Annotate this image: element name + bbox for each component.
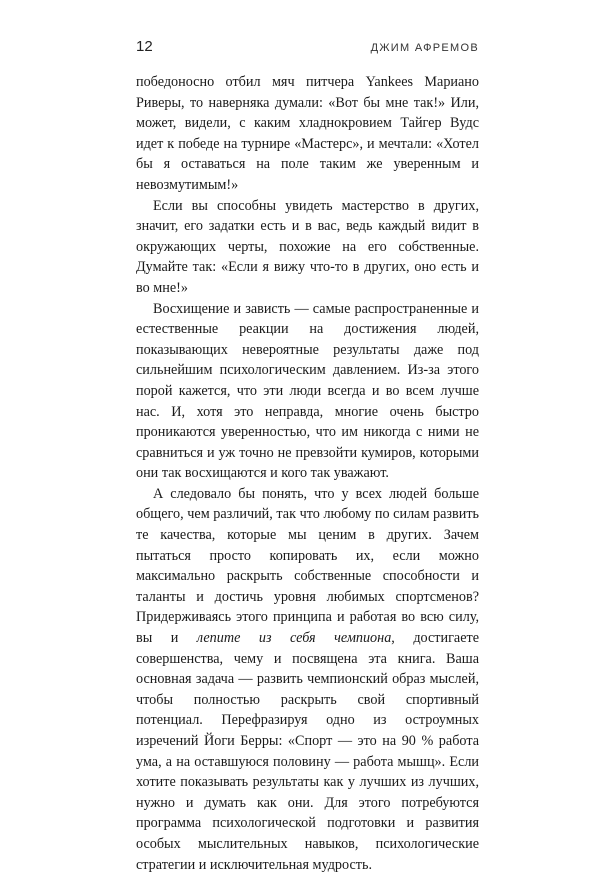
running-head-author: ДЖИМ АФРЕМОВ [370, 42, 479, 54]
paragraph-2: Если вы способны увидеть мастерство в других, значит, его задатки есть и в вас, ведь каждый видит в окружающих черты, похожие на его собственные. Думайте так: «Если я вижу что-то в других, оно есть и во мне!» [136, 197, 479, 296]
page-header [136, 38, 479, 58]
page-number: 12 [136, 38, 153, 55]
paragraph-4-emphasis: лепите из себя чемпиона [196, 630, 392, 647]
paragraph-3: Восхищение и зависть — самые распространенные и естественные реакции на достижения людей, показывающих невероятные результаты даже под сильнейшим психологическим давлением. Из-за этого порой кажется, что эти люди всегда и во всем лучше нас. И, хотя это неправда, многие очень быстро проникаются уверенностью, что им никогда с ними не сравниться и уж точно не превзойти кумиров, которыми они так восхищаются и кого так уважают. [136, 300, 479, 482]
paragraph-1: победоносно отбил мяч питчера Yankees Мариано Риверы, то наверняка думали: «Вот бы мне так!» Или, может, видели, с каким хладнокровием Тайгер Вудс идет к победе на турнире «Мастерс», и мечтали: «Хотел бы я оставаться на поле таким же уверенным и невозмутимым!» [136, 74, 479, 193]
body-text [136, 72, 479, 875]
paragraph-4-text-b: , достигаете совершенства, чему и посвящена эта книга. Ваша основная задача — развить чемпионский образ мыслей, чтобы полностью раскрыть свой спортивный потенциал. Перефразируя одно из остроумных изречений Йоги Берры: «Спорт — это на 90 % работа ума, а на оставшуюся половину — работа мышц». Если хотите показывать результаты как у лучших из лучших, нужно и думать как они. Для этого потребуются программа психологической подготовки и развития особых мыслительных навыков, психологические стратегии и исключительная мудрость. [136, 630, 480, 873]
paragraph-4 [136, 484, 479, 875]
paragraph-4-text-a: А следовало бы понять, что у всех людей больше общего, чем различий, так что любому по силам развить те качества, которые мы ценим в других. Зачем пытаться просто копировать их, если можно максимально раскрыть собственные способности и таланты и достичь уровня любимых спортсменов? Придерживаясь этого принципа и работая во всю силу, вы и [136, 485, 479, 647]
